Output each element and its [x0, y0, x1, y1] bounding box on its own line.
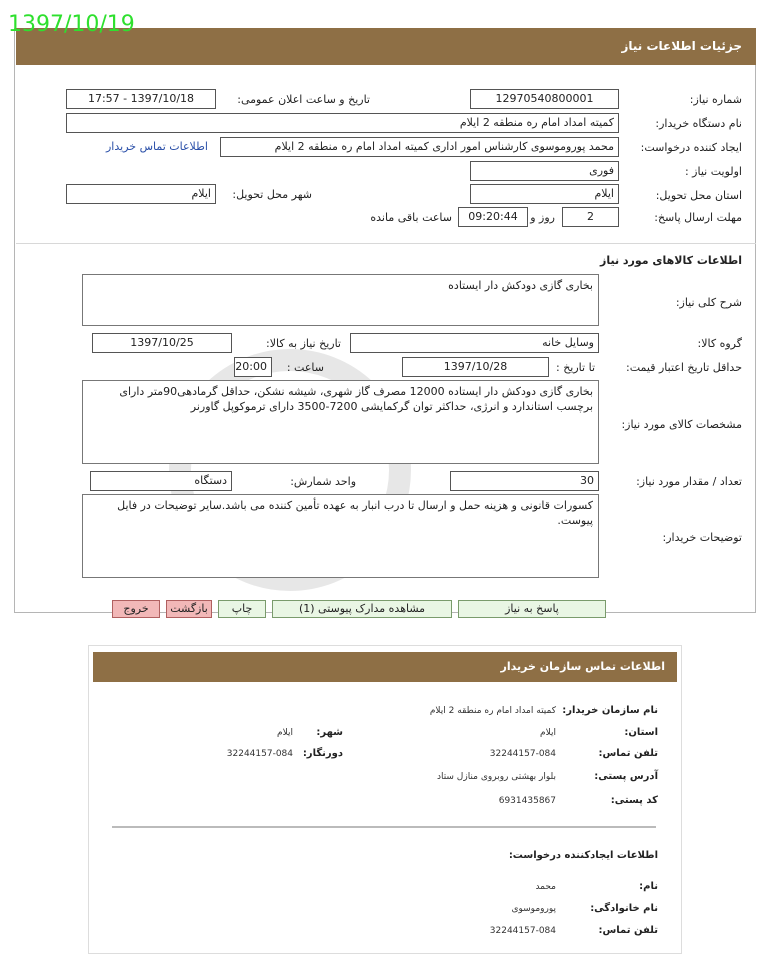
- city-value: ایلام: [277, 728, 293, 738]
- priority-label: اولویت نیاز :: [684, 165, 742, 178]
- need-date-label: تاریخ نیاز به کالا:: [266, 337, 341, 350]
- announce-datetime-label: تاریخ و ساعت اعلان عمومی:: [237, 93, 370, 106]
- phone-label: تلفن تماس:: [598, 748, 658, 759]
- delivery-city-field: ایلام: [66, 184, 216, 204]
- quantity-label: تعداد / مقدار مورد نیاز:: [636, 475, 742, 488]
- price-validity-date-field: 1397/10/28: [402, 357, 549, 377]
- date-stamp: 1397/10/19: [8, 12, 135, 37]
- buyer-notes-label: توضیحات خریدار:: [662, 531, 742, 544]
- requester-field: محمد پوروموسوی کارشناس امور اداری کمیته امداد امام ره منطقه 2 ایلام: [220, 137, 619, 157]
- unit-field: دستگاه: [90, 471, 232, 491]
- goods-section-title: اطلاعات کالاهای مورد نیاز: [600, 254, 742, 267]
- delivery-province-label: استان محل تحویل:: [655, 189, 742, 202]
- province-label: استان:: [624, 727, 658, 738]
- address-value: بلوار بهشتی روبروی منازل ستاد: [436, 772, 556, 782]
- creator-name-value: محمد: [535, 882, 556, 892]
- delivery-city-label: شهر محل تحویل:: [232, 188, 312, 201]
- price-validity-label: حداقل تاریخ اعتبار قیمت:: [626, 361, 742, 374]
- print-button[interactable]: چاپ: [218, 600, 266, 618]
- org-name-value: کمیته امداد امام ره منطقه 2 ایلام: [429, 706, 556, 716]
- deadline-time-field: 09:20:44: [458, 207, 528, 227]
- deadline-label: مهلت ارسال پاسخ:: [654, 211, 742, 224]
- phone-value: 32244157-084: [489, 749, 556, 759]
- buyer-contact-link[interactable]: اطلاعات تماس خریدار: [106, 140, 208, 153]
- general-desc-field: بخاری گازی دودکش دار ایستاده: [82, 274, 599, 326]
- price-validity-time-label: ساعت :: [286, 361, 324, 374]
- back-button[interactable]: بازگشت: [166, 600, 212, 618]
- card-divider: [112, 826, 656, 828]
- requester-label: ایجاد کننده درخواست:: [640, 141, 742, 154]
- buyer-org-field: کمیته امداد امام ره منطقه 2 ایلام: [66, 113, 619, 133]
- creator-name-label: نام:: [639, 881, 658, 892]
- postal-code-value: 6931435867: [498, 796, 556, 806]
- announce-datetime-field: 1397/10/18 - 17:57: [66, 89, 216, 109]
- goods-spec-label: مشخصات کالای مورد نیاز:: [621, 418, 742, 431]
- deadline-remaining-label: ساعت باقی مانده: [370, 211, 452, 224]
- city-label: شهر:: [316, 727, 343, 738]
- priority-field: فوری: [470, 161, 619, 181]
- address-label: آدرس پستی:: [594, 771, 658, 782]
- creator-family-value: پوروموسوی: [511, 904, 556, 914]
- page-header: جزئیات اطلاعات نیاز: [16, 28, 756, 65]
- contact-card-title: اطلاعات تماس سازمان خریدار: [93, 652, 677, 682]
- goods-group-field: وسایل خانه: [350, 333, 599, 353]
- buyer-org-label: نام دستگاه خریدار:: [655, 117, 742, 130]
- price-validity-time-field: 20:00: [234, 357, 272, 377]
- postal-code-label: کد پستی:: [610, 795, 658, 806]
- price-validity-until-label: تا تاریخ :: [556, 361, 595, 374]
- deadline-days-label: روز و: [530, 211, 555, 224]
- need-number-label: شماره نیاز:: [689, 93, 742, 106]
- quantity-field: 30: [450, 471, 599, 491]
- need-date-field: 1397/10/25: [92, 333, 232, 353]
- org-name-label: نام سازمان خریدار:: [562, 705, 658, 716]
- view-attachments-button[interactable]: مشاهده مدارک پیوستی (1): [272, 600, 452, 618]
- need-number-field: 12970540800001: [470, 89, 619, 109]
- fax-value: 32244157-084: [226, 749, 293, 759]
- section-divider: [16, 243, 756, 244]
- buyer-notes-field: کسورات قانونی و هزینه حمل و ارسال تا درب انبار به عهده تأمین کننده می باشد.سایر توضیحات در فایل پیوست.: [82, 494, 599, 578]
- unit-label: واحد شمارش:: [290, 475, 356, 488]
- exit-button[interactable]: خروج: [112, 600, 160, 618]
- delivery-province-field: ایلام: [470, 184, 619, 204]
- province-value: ایلام: [540, 728, 556, 738]
- deadline-days-field: 2: [562, 207, 619, 227]
- creator-phone-label: تلفن تماس:: [598, 925, 658, 936]
- goods-spec-field: بخاری گازی دودکش دار ایستاده 12000 مصرف گاز شهری، شیشه نشکن، حداقل گرمادهی90متر دارای برچسب استاندارد و انرژی، حداکثر توان گرکمایشی 7200-3500 دارای ترموکوپل گاورنر: [82, 380, 599, 464]
- creator-phone-value: 32244157-084: [489, 926, 556, 936]
- goods-group-label: گروه کالا:: [697, 337, 742, 350]
- creator-family-label: نام خانوادگی:: [590, 903, 658, 914]
- creator-section-title: اطلاعات ایجادکننده درخواست:: [508, 850, 658, 861]
- general-desc-label: شرح کلی نیاز:: [675, 296, 742, 309]
- fax-label: دورنگار:: [302, 748, 343, 759]
- reply-button[interactable]: پاسخ به نیاز: [458, 600, 606, 618]
